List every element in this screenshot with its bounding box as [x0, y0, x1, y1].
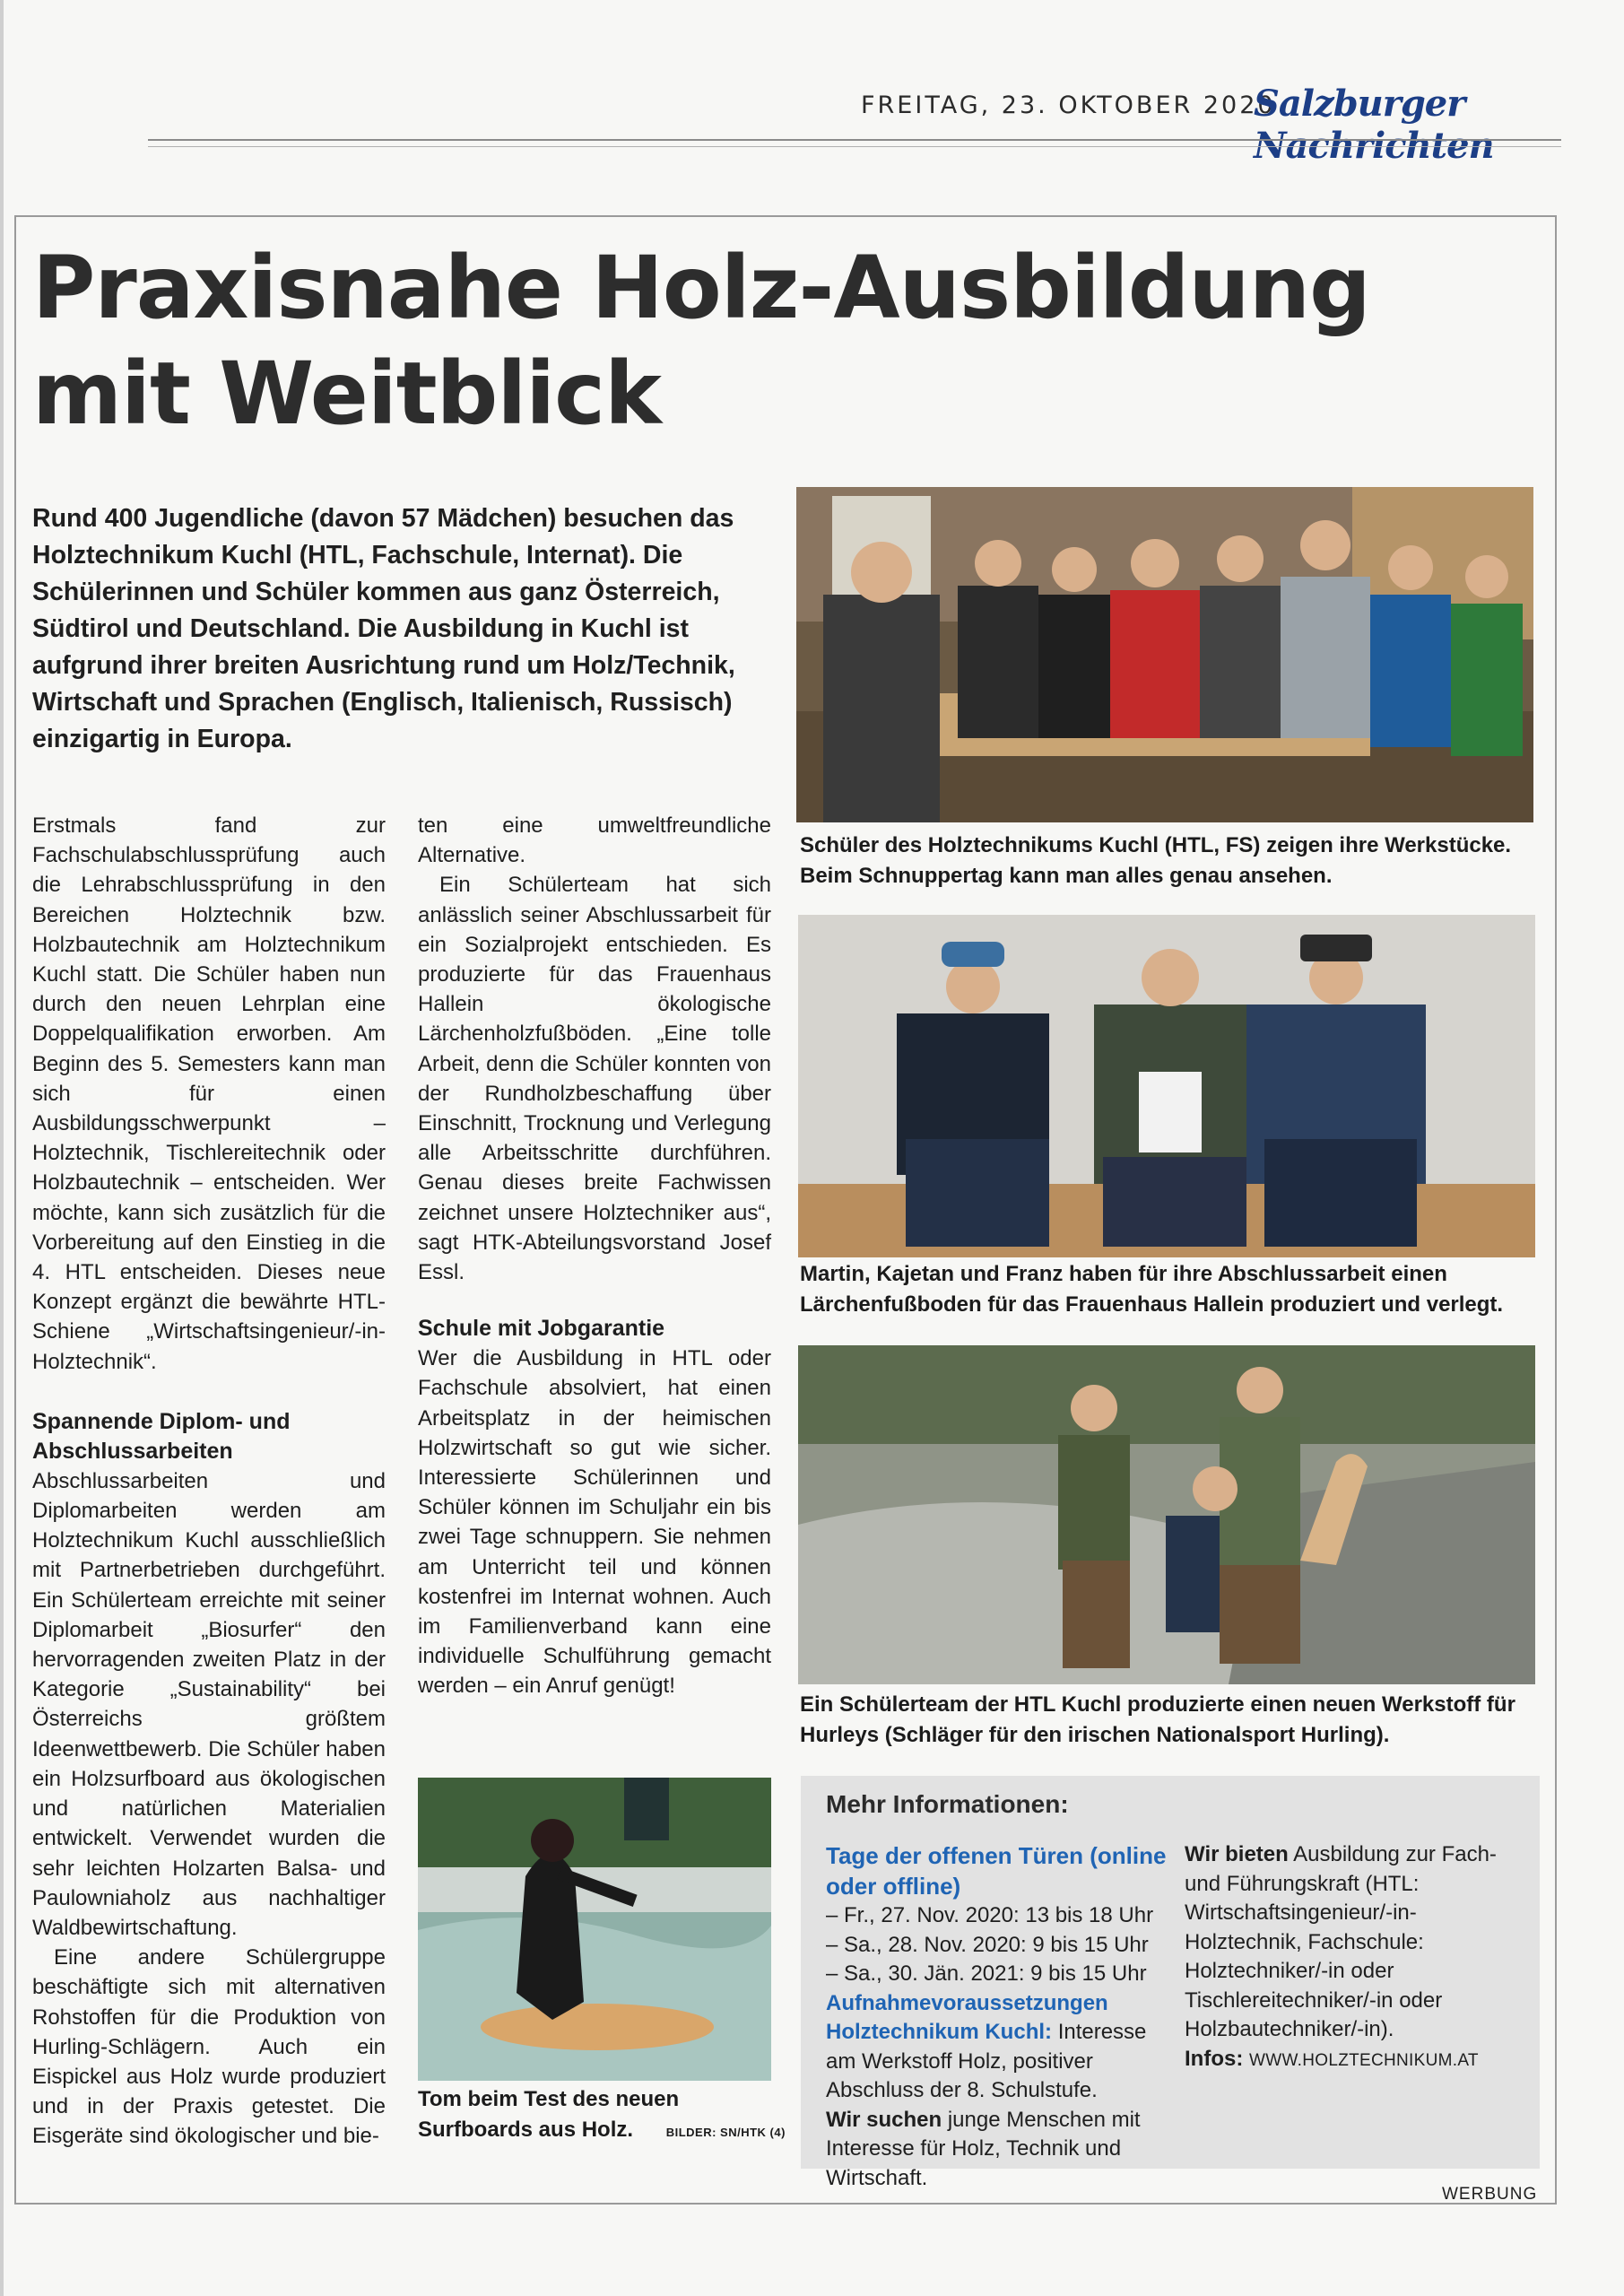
text-column-1	[32, 811, 386, 2152]
open-day-1: – Fr., 27. Nov. 2020: 13 bis 18 Uhr	[826, 1903, 1154, 1927]
caption-photo-4-text: Tom beim Test des neuen Surfboards aus Holz.	[418, 2087, 680, 2142]
info-box	[801, 1776, 1540, 2190]
issue-date: FREITAG, 23. OKTOBER 2020	[861, 91, 1276, 119]
offer-text: Ausbildung zur Fach- und Führungskraft (HTL: Wirtschaftsingenieur/-in-Holztechnik, Fachschule: Holztechniker/-in oder Tischlereitechniker/-in oder Holzbautechniker/-in).	[1185, 1842, 1497, 2041]
lead-paragraph: Rund 400 Jugendliche (davon 57 Mädchen) besuchen das Holztechnikum Kuchl (HTL, Fachschule, Internat). Die Schülerinnen und Schüler kommen aus ganz Österreich, Südtirol und Deutschland. Die Ausbildung in Kuchl ist aufgrund ihrer breiten Ausrichtung rund um Holz/Technik, Wirtschaft und Sprachen (Englisch, Italienisch, Russisch) einzigartig in Europa.	[32, 504, 735, 753]
paragraph: Eine andere Schülergruppe beschäftigte sich mit alternativen Rohstoffen für die Produktion von Hurling-Schlägern. Auch ein Eispickel aus Holz wurde produziert und in der Praxis getestet. Die Eisgeräte sind ökologischer und bie-	[32, 1945, 386, 2149]
masthead-rule	[148, 139, 1561, 141]
paragraph: ten eine umweltfreundliche Alternative.	[418, 813, 771, 868]
subheading-jobgarantie: Schule mit Jobgarantie	[418, 1316, 665, 1342]
headline-line-2: mit Weitblick	[32, 344, 661, 444]
newspaper-logo: Salzburger	[1254, 83, 1465, 125]
seek-text: junge Menschen mit Interesse für Holz, Technik und Wirtschaft.	[826, 2107, 1141, 2190]
photo-three-students	[798, 915, 1535, 1257]
caption-photo-3: Ein Schülerteam der HTL Kuchl produzierte einen neuen Werkstoff für Hurleys (Schläger für den irischen Nationalsport Hurling).	[800, 1692, 1515, 1747]
info-column-right	[1185, 1840, 1522, 2075]
caption-photo-2: Martin, Kajetan und Franz haben für ihre Abschlussarbeit einen Lärchenfußboden für das Frauenhaus Hallein produziert und verlegt.	[800, 1262, 1504, 1317]
paragraph: Wer die Ausbildung in HTL oder Fachschule absolviert, hat einen Arbeitsplatz in der heimischen Holzwirtschaft so gut wie sicher. Interessierte Schülerinnen und Schüler können im Schuljahr ein bis zwei Tage schnuppern. Sie nehmen am Unterricht teil und können kostenfrei im Internat wohnen. Auch im Familienverband kann eine individuelle Schulführung gemacht werden – ein Anruf genügt!	[418, 1346, 771, 1699]
paragraph: Erstmals fand zur Fachschulabschlussprüfung auch die Lehrabschlussprüfung in den Bereichen Holztechnik bzw. Holzbautechnik am Holztechnikum Kuchl statt. Die Schüler haben nun durch den neuen Lehrplan eine Doppelqualifikation erworben. Am Beginn des 5. Semesters kann man sich für einen Ausbildungsschwerpunkt – Holztechnik, Tischlereitechnik oder Holzbautechnik – entscheiden. Wer möchte, kann sich zusätzlich für die Vorbereitung auf den Einstieg in die 4. HTL entscheiden. Dieses neue Konzept ergänzt die bewährte HTL-Schiene „Wirtschaftsingenieur/-in-Holztechnik“.	[32, 813, 386, 1374]
offer-label: Wir bieten	[1185, 1842, 1289, 1866]
headline	[32, 235, 1503, 447]
text-column-2	[418, 811, 771, 1701]
requirements-text: Interesse am Werkstoff Holz, positiver Abschluss der 8. Schulstufe.	[826, 2020, 1147, 2102]
caption-photo-4	[418, 2084, 786, 2148]
masthead-rule-thin	[148, 146, 1561, 147]
open-day-3: – Sa., 30. Jän. 2021: 9 bis 15 Uhr	[826, 1961, 1147, 1986]
photo-credit: BILDER: SN/HTK (4)	[665, 2126, 786, 2139]
open-days-heading: Tage der offenen Türen (online oder offline)	[826, 1842, 1167, 1900]
infos-label: Infos:	[1185, 2046, 1244, 2071]
info-box-title: Mehr Informationen:	[826, 1790, 1069, 1818]
open-day-2: – Sa., 28. Nov. 2020: 9 bis 15 Uhr	[826, 1932, 1149, 1957]
caption-photo-1: Schüler des Holztechnikums Kuchl (HTL, FS) zeigen ihre Werkstücke. Beim Schnuppertag kann man alles genau ansehen.	[800, 833, 1512, 888]
photo-hurling-team	[798, 1345, 1535, 1684]
advertisement-label: WERBUNG	[1442, 2185, 1538, 2204]
page-edge	[0, 0, 4, 2296]
seek-label: Wir suchen	[826, 2107, 942, 2132]
requirements-heading: Aufnahmevoraussetzungen Holztechnikum Kuchl:	[826, 1990, 1108, 2044]
photo-surfer	[418, 1778, 771, 2081]
subheading-diplom: Spannende Diplom- und Abschlussarbeiten	[32, 1408, 291, 1464]
website-link[interactable]: WWW.HOLZTECHNIKUM.AT	[1249, 2050, 1479, 2070]
paragraph: Abschlussarbeiten und Diplomarbeiten werden am Holztechnikum Kuchl ausschließlich mit Partnerbetrieben durchgeführt. Ein Schülerteam erreichte mit seiner Diplomarbeit „Biosurfer“ den hervorragenden zweiten Platz in der Kategorie „Sustainability“ bei Österreichs größtem Ideenwettbewerb. Die Schüler haben ein Holzsurfboard aus ökologischen und natürlichen Materialien entwickelt. Verwendet wurden die sehr leichten Holzarten Balsa- und Paulowniaholz aus nachhaltiger Waldbewirtschaftung.	[32, 1468, 386, 1940]
photo-workshop-students	[796, 487, 1533, 822]
headline-line-1: Praxisnahe Holz-Ausbildung	[32, 238, 1370, 338]
paragraph: Ein Schülerteam hat sich anlässlich seiner Abschlussarbeit für ein Sozialprojekt entschieden. Es produzierte für das Frauenhaus Hallein ökologische Lärchenholzfußböden. „Eine tolle Arbeit, denn die Schüler konnten von der Rundholzbeschaffung über Einschnitt, Trocknung und Verlegung alle Arbeitsschritte durchführen. Genau dieses breite Fachwissen zeichnet unsere Holztechniker aus“, sagt HTK-Abteilungsvorstand Josef Essl.	[418, 873, 771, 1285]
info-column-left	[826, 1840, 1167, 2193]
